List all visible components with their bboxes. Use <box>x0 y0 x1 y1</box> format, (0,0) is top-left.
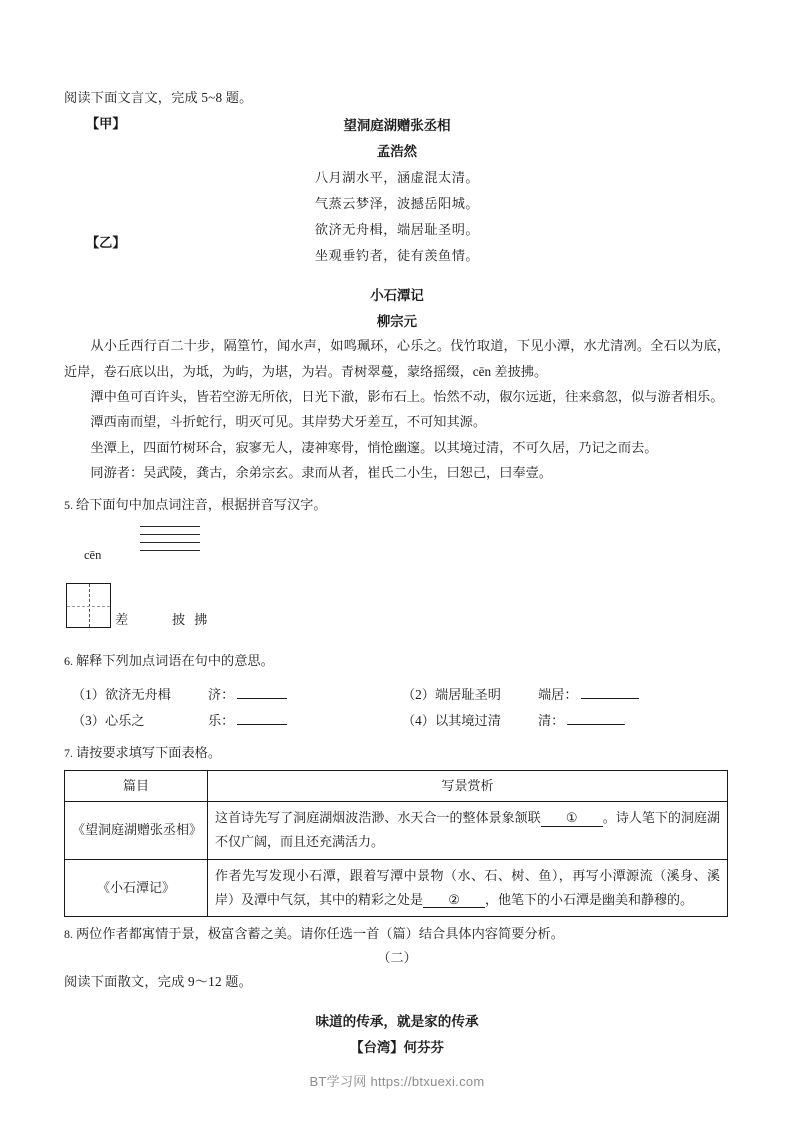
poem-line: 八月湖水平，涵虚混太清。 <box>314 170 480 186</box>
essay-title: 味道的传承，就是家的传承 <box>315 1013 479 1029</box>
poem-line: 坐观垂钓者，徒有羡鱼情。 <box>314 247 480 263</box>
table-header-row <box>65 771 728 802</box>
question-6-text: 解释下列加点词语在句中的意思。 <box>76 653 274 669</box>
question-5-answer-area <box>64 521 730 649</box>
prose-title: 小石潭记 <box>370 288 424 304</box>
question-6-item <box>402 708 730 734</box>
question-7-number: 7. <box>64 745 73 760</box>
item-stem: （4）以其境过清 <box>402 713 501 729</box>
item-stem: （1）欲济无舟楫 <box>72 686 171 702</box>
poem-line: 欲济无舟楫，端居耻圣明。 <box>314 221 480 237</box>
question-8-number: 8. <box>64 926 73 941</box>
footer-watermark: BT学习网 https://btxuexi.com <box>309 1074 485 1089</box>
poem-block <box>64 113 730 268</box>
column-header-title: 篇目 <box>65 771 208 802</box>
label-yi: 【乙】 <box>86 235 126 251</box>
poem-line: 气蒸云梦泽，波撼岳阳城。 <box>314 196 480 212</box>
analysis-blank[interactable]: ① <box>541 810 603 827</box>
question-6-item <box>72 708 402 734</box>
question-8 <box>64 922 730 946</box>
analysis-blank[interactable]: ② <box>423 892 485 909</box>
chars-rest: 披拂 <box>172 612 217 628</box>
item-key: 乐： <box>208 713 235 729</box>
analysis-part1: 作者先写发现小石潭，跟着写潭中景物（水、石、树、鱼），再写小潭源流（溪身、溪岸）及潭中气氛，其中的精彩之处是 <box>215 867 720 907</box>
row-analysis <box>208 859 728 916</box>
column-header-analysis: 写景赏析 <box>208 771 728 802</box>
item-key: 济： <box>208 686 235 702</box>
section-instruction: 阅读下面散文，完成 9～12 题。 <box>64 974 253 990</box>
answer-blank[interactable] <box>567 712 625 725</box>
guide-line <box>140 526 200 527</box>
instruction-top: 阅读下面文言文，完成 5~8 题。 <box>64 90 253 105</box>
question-7 <box>64 741 730 765</box>
guide-line <box>140 550 200 551</box>
appreciation-table <box>64 770 728 916</box>
prose-paragraph: 从小丘西行百二十步，隔篁竹，闻水声，如鸣珮环，心乐之。伐竹取道，下见小潭，水尤清冽。全石以为底，近岸，卷石底以出，为坻，为屿，为堪，为岩。青树翠蔓，蒙络摇缀，cēn 差披拂。 <box>64 338 730 379</box>
guide-line <box>140 542 200 543</box>
prose-paragraph: 潭中鱼可百许头，皆若空游无所依，日光下澈，影布石上。怡然不动，俶尔远逝，往来翕忽，似与游者相乐。 <box>90 388 724 404</box>
prose-block <box>64 284 730 485</box>
question-6 <box>64 649 730 673</box>
character-writing-box[interactable] <box>66 583 111 628</box>
question-6-number: 6. <box>64 654 73 669</box>
question-5-text: 给下面句中加点词注音，根据拼音写汉字。 <box>76 497 327 513</box>
table-row <box>65 802 728 859</box>
question-6-item <box>402 682 730 708</box>
poem-title: 望洞庭湖赠张丞相 <box>343 118 451 134</box>
question-5 <box>64 493 730 517</box>
question-8-text: 两位作者都寓情于景，极富含蓄之美。请你任选一首（篇）结合具体内容简要分析。 <box>76 925 564 941</box>
row-analysis <box>208 802 728 859</box>
four-line-writing-guide[interactable] <box>140 526 200 558</box>
analysis-part2: ，他笔下的小石潭是幽美和静穆的。 <box>485 891 694 907</box>
row-title: 《小石潭记》 <box>65 859 208 916</box>
pinyin-label: cēn <box>84 548 102 563</box>
prose-paragraph: 同游者：吴武陵，龚古，余弟宗玄。隶而从者，崔氏二小生，曰恕己，曰奉壹。 <box>90 464 552 480</box>
prose-author: 柳宗元 <box>376 313 418 329</box>
question-6-row <box>72 708 730 734</box>
poem-author: 孟浩然 <box>376 144 418 160</box>
item-stem: （3）心乐之 <box>72 713 145 729</box>
question-6-items <box>72 682 730 735</box>
section-marker: （二） <box>377 950 417 966</box>
page-content <box>64 86 730 1062</box>
answer-blank[interactable] <box>581 686 639 699</box>
question-6-item <box>72 682 402 708</box>
poem-body <box>64 113 730 268</box>
guide-line <box>140 534 200 535</box>
question-6-row <box>72 682 730 708</box>
char-after-box: 差 <box>115 612 129 628</box>
question-5-number: 5. <box>64 498 73 513</box>
prose-paragraph: 潭西南而望，斗折蛇行，明灭可见。其岸势犬牙差互，不可知其源。 <box>90 414 487 430</box>
prose-paragraph: 坐潭上，四面竹树环合，寂寥无人，凄神寒骨，悄怆幽邃。以其境过清，不可久居，乃记之而去。 <box>90 439 658 455</box>
item-key: 清： <box>538 713 565 729</box>
table-row <box>65 859 728 916</box>
row-title: 《望洞庭湖赠张丞相》 <box>65 802 208 859</box>
label-jia: 【甲】 <box>86 116 126 132</box>
item-stem: （2）端居耻圣明 <box>402 686 501 702</box>
item-key: 端居： <box>538 686 578 702</box>
analysis-part1: 这首诗先写了洞庭湖烟波浩渺、水天合一的整体景象颔联 <box>215 810 541 826</box>
analysis-part2: 。诗人笔下的洞庭湖不仅广阔，而且还充满活力。 <box>215 810 720 850</box>
answer-blank[interactable] <box>237 712 287 725</box>
essay-author: 【台湾】何芬芬 <box>350 1039 444 1055</box>
answer-blank[interactable] <box>237 686 287 699</box>
question-7-text: 请按要求填写下面表格。 <box>76 744 222 760</box>
